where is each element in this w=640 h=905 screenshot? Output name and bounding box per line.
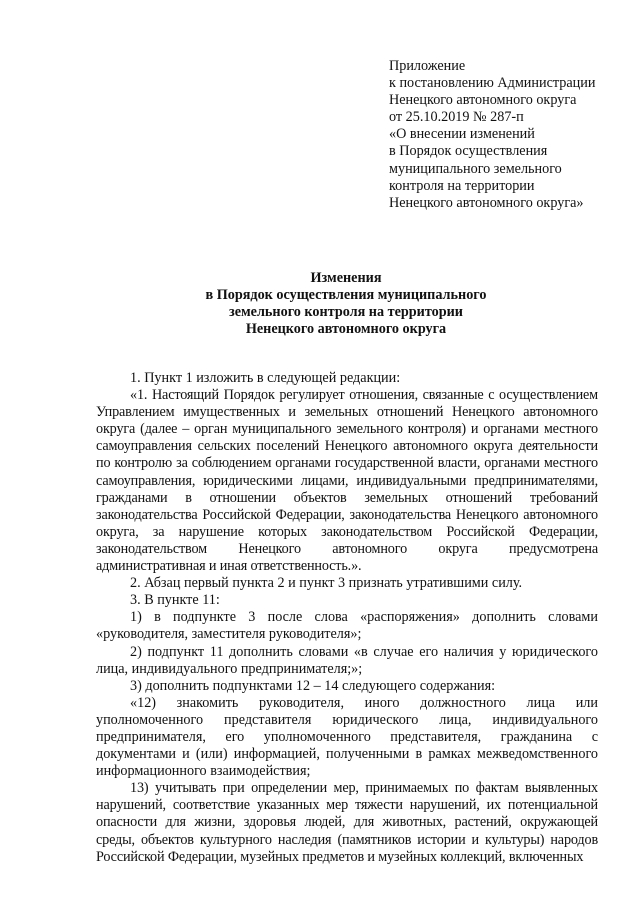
appendix-line: контроля на территории bbox=[389, 177, 535, 194]
title-line: Ненецкого автономного округа bbox=[245, 321, 447, 337]
title-line: Изменения bbox=[310, 270, 382, 286]
body-paragraph: 1. Пункт 1 изложить в следующей редакции: bbox=[130, 370, 401, 386]
body-paragraph: 1) в подпункте 3 после слова «распоряжения» дополнить словами «руководителя, заместителя руководителя»; bbox=[96, 609, 598, 643]
body-paragraph: «1. Настоящий Порядок регулирует отношения, связанные с осуществлением Управлением имущественных и земельных отношений Ненецкого автономного округа (далее – орган муниципального земельного контроля) и органами местного самоуправления сельских поселений Ненецкого автономного округа деятельности по контролю за соблюдением органами государственной власти, органами местного самоуправления, юридическими лицами, индивидуальными предпринимателями, гражданами в отношении объектов земельных отношений требований законодательства Российской Федерации, законодательства Ненецкого автономного округа, за нарушение которых законодательством Российской Федерации, законодательством Ненецкого автономного округа предусмотрена административная и иная ответственность.». bbox=[96, 387, 598, 575]
appendix-line: Ненецкого автономного округа» bbox=[389, 194, 584, 211]
body-paragraph: 13) учитывать при определении мер, принимаемых по фактам выявленных нарушений, соответствие указанных мер тяжести нарушений, их потенциальной опасности для жизни, здоровья людей, для животных, растений, окружающей среды, объектов культурного наследия (памятников истории и культуры) народов Российской Федерации, музейных предметов и музейных коллекций, включенных bbox=[96, 780, 598, 865]
appendix-line: Приложение bbox=[389, 58, 466, 74]
appendix-line: в Порядок осуществления bbox=[389, 143, 548, 160]
document-title bbox=[96, 270, 596, 338]
appendix-line: «О внесении изменений bbox=[389, 126, 535, 143]
body-paragraph: «12) знакомить руководителя, иного должностного лица или уполномоченного представителя юридического лица, индивидуального предпринимателя, его уполномоченного представителя, гражданина с документами и (или) информацией, полученными в рамках межведомственного информационного взаимодействия; bbox=[96, 694, 598, 780]
title-line: земельного контроля на территории bbox=[229, 304, 463, 320]
body-paragraph: 2) подпункт 11 дополнить словами «в случае его наличия у юридического лица, индивидуального предпринимателя;»; bbox=[96, 643, 598, 677]
body-paragraph: 3) дополнить подпунктами 12 – 14 следующего содержания: bbox=[130, 677, 496, 694]
appendix-line: Ненецкого автономного округа bbox=[389, 92, 577, 109]
title-line: в Порядок осуществления муниципального bbox=[205, 287, 487, 303]
appendix-line: к постановлению Администрации bbox=[389, 75, 596, 92]
body-paragraph: 2. Абзац первый пункта 2 и пункт 3 признать утратившими силу. bbox=[130, 575, 523, 592]
document-body bbox=[96, 370, 598, 866]
appendix-block bbox=[389, 58, 629, 212]
body-paragraph: 3. В пункте 11: bbox=[130, 592, 220, 609]
appendix-line: муниципального земельного bbox=[389, 160, 562, 177]
appendix-line: от 25.10.2019 № 287-п bbox=[389, 109, 524, 126]
